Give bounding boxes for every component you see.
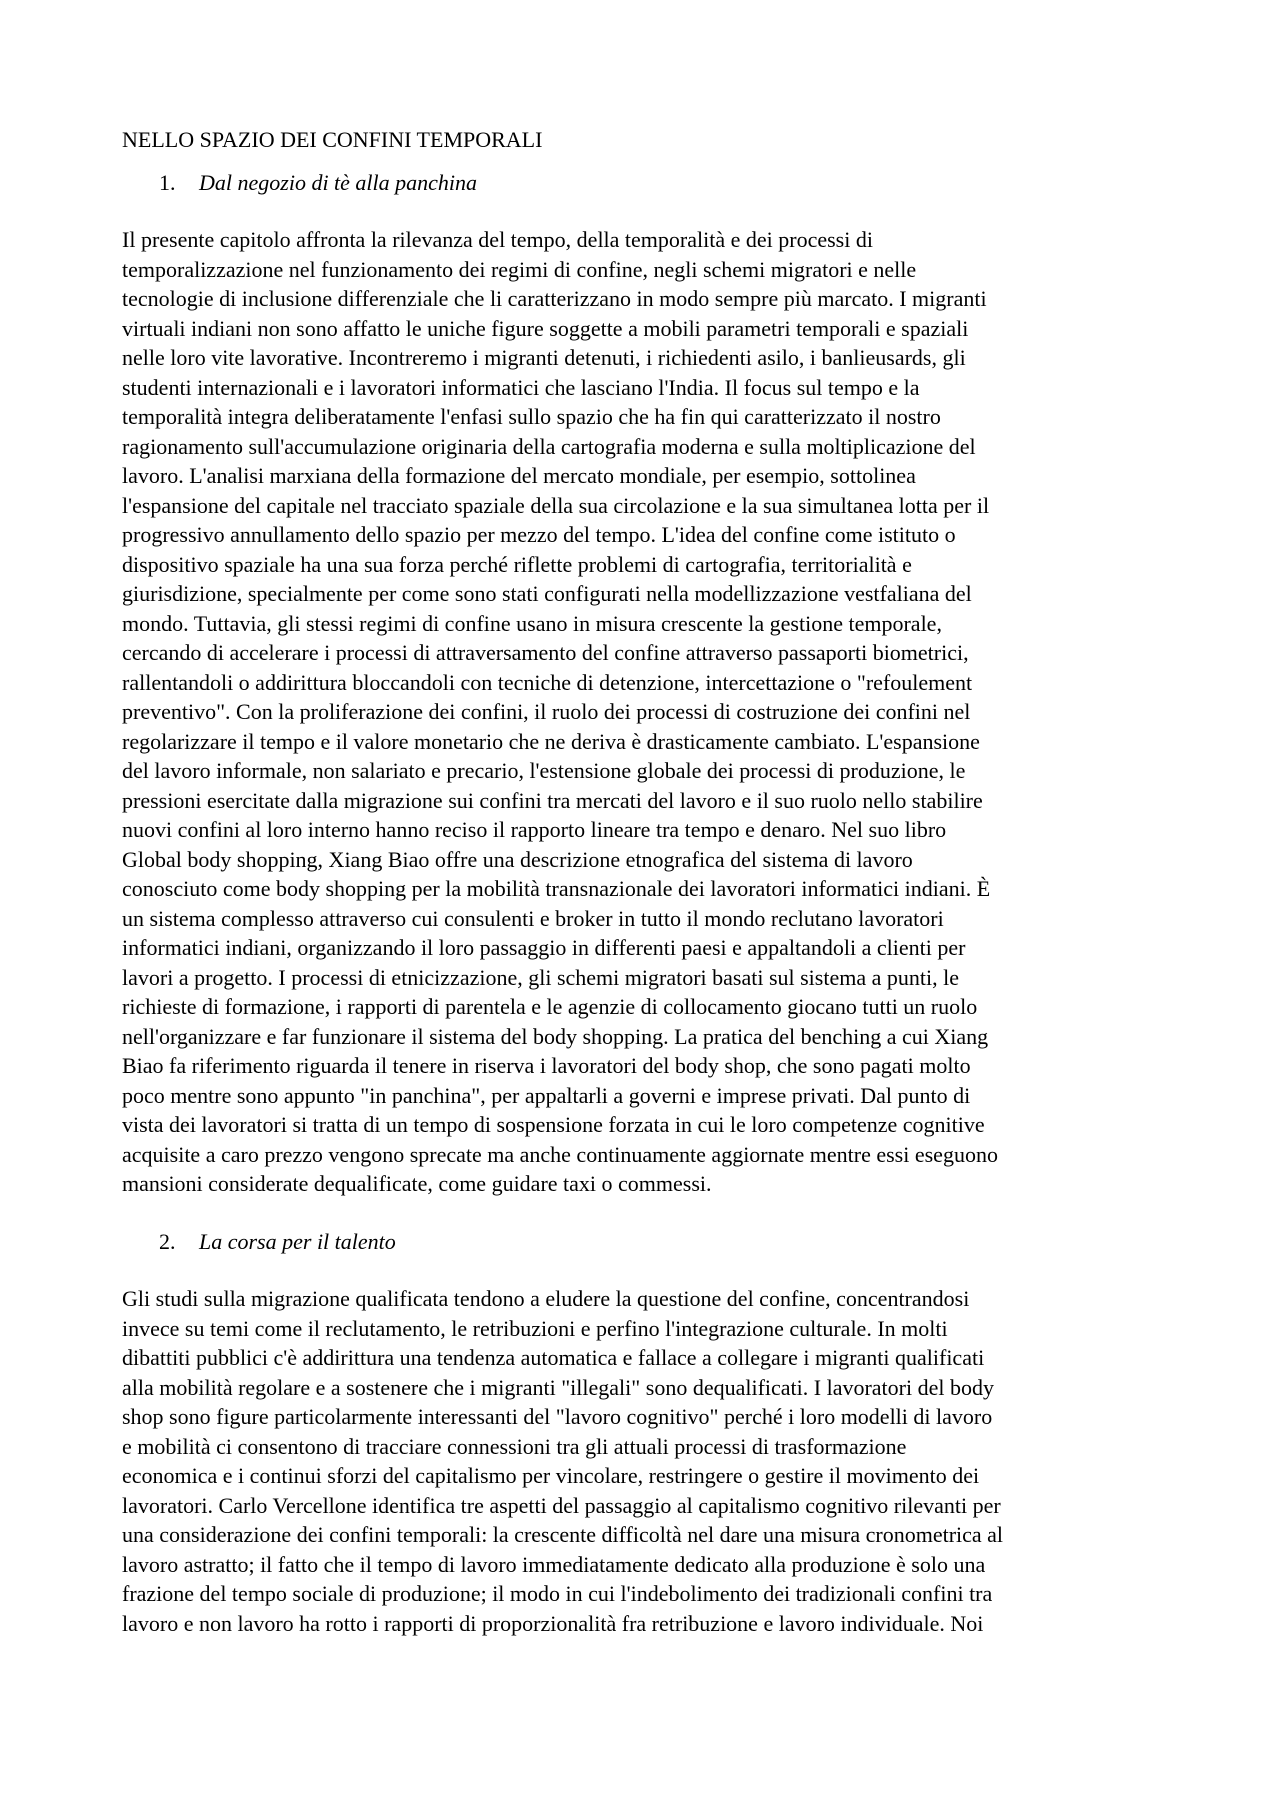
text-line: un sistema complesso attraverso cui consulenti e broker in tutto il mondo reclutano lavoratori bbox=[122, 905, 944, 931]
text-line: vista dei lavoratori si tratta di un tempo di sospensione forzata in cui le loro competenze cognitive bbox=[122, 1112, 985, 1137]
text-line: ragionamento sull'accumulazione originaria della cartografia moderna e sulla moltiplicazione del bbox=[122, 433, 976, 459]
text-line: mansioni considerate dequalificate, come guidare taxi o commessi. bbox=[122, 1171, 712, 1196]
section-heading-2 bbox=[122, 1227, 1164, 1257]
section-paragraph-1 bbox=[122, 225, 1164, 1199]
section-paragraph-2 bbox=[122, 1284, 1164, 1638]
text-line: rallentandoli o addirittura bloccandoli con tecniche di detenzione, intercettazione o "refoulement bbox=[122, 669, 973, 695]
section-number: 1. bbox=[159, 169, 176, 195]
text-line: regolarizzare il tempo e il valore monetario che ne deriva è drasticamente cambiato. L'espansione bbox=[122, 728, 980, 754]
text-line: dispositivo spaziale ha una sua forza perché riflette problemi di cartografia, territorialità e bbox=[122, 551, 912, 577]
text-line: studenti internazionali e i lavoratori informatici che lasciano l'India. Il focus sul tempo e la bbox=[122, 374, 920, 400]
text-line: temporalità integra deliberatamente l'enfasi sullo spazio che ha fin qui caratterizzato il nostro bbox=[122, 404, 941, 429]
section-number: 2. bbox=[159, 1228, 176, 1254]
text-line: nelle loro vite lavorative. Incontreremo i migranti detenuti, i richiedenti asilo, i banlieusards, gli bbox=[122, 345, 966, 370]
section-heading-1 bbox=[122, 168, 1164, 198]
text-line: cercando di accelerare i processi di attraversamento del confine attraverso passaporti biometrici, bbox=[122, 640, 969, 665]
text-line: una considerazione dei confini temporali: la crescente difficoltà nel dare una misura cronometrica al bbox=[122, 1522, 1004, 1547]
text-line: lavori a progetto. I processi di etnicizzazione, gli schemi migratori basati sul sistema a punti, le bbox=[122, 964, 959, 990]
text-line: Biao fa riferimento riguarda il tenere in riserva i lavoratori del body shop, che sono pagati molto bbox=[122, 1053, 971, 1078]
text-line: pressioni esercitate dalla migrazione sui confini tra mercati del lavoro e il suo ruolo nello stabilire bbox=[122, 787, 983, 813]
text-line: shop sono figure particolarmente interessanti del "lavoro cognitivo" perché i loro modelli di lavoro bbox=[122, 1404, 993, 1429]
text-line: poco mentre sono appunto "in panchina", per appaltarli a governi e imprese privati. Dal punto di bbox=[122, 1082, 971, 1108]
text-line: conosciuto come body shopping per la mobilità transnazionale dei lavoratori informatici indiani. È bbox=[122, 876, 991, 901]
text-line: Gli studi sulla migrazione qualificata tendono a eludere la questione del confine, concentrandosi bbox=[122, 1286, 970, 1311]
document-content bbox=[122, 125, 1164, 1666]
text-line: alla mobilità regolare e a sostenere che i migranti "illegali" sono dequalificati. I lavoratori del body bbox=[122, 1374, 994, 1400]
text-line: acquisite a caro prezzo vengono sprecate ma anche continuamente aggiornate mentre essi eseguono bbox=[122, 1141, 998, 1167]
text-line: lavoratori. Carlo Vercellone identifica tre aspetti del passaggio al capitalismo cognitivo rilevanti per bbox=[122, 1492, 1001, 1518]
text-line: temporalizzazione nel funzionamento dei regimi di confine, negli schemi migratori e nelle bbox=[122, 256, 917, 282]
text-line: richieste di formazione, i rapporti di parentela e le agenzie di collocamento giocano tutti un ruolo bbox=[122, 994, 978, 1019]
text-line: virtuali indiani non sono affatto le uniche figure soggette a mobili parametri temporali e spaziali bbox=[122, 315, 969, 341]
text-line: progressivo annullamento dello spazio per mezzo del tempo. L'idea del confine come istituto o bbox=[122, 522, 956, 547]
text-line: lavoro astratto; il fatto che il tempo di lavoro immediatamente dedicato alla produzione è solo una bbox=[122, 1551, 986, 1577]
text-line: del lavoro informale, non salariato e precario, l'estensione globale dei processi di produzione, le bbox=[122, 758, 966, 783]
text-line: informatici indiani, organizzando il loro passaggio in differenti paesi e appaltandoli a clienti per bbox=[122, 935, 966, 960]
text-line: tecnologie di inclusione differenziale che li caratterizzano in modo sempre più marcato. I migranti bbox=[122, 286, 987, 311]
text-line: mondo. Tuttavia, gli stessi regimi di confine usano in misura crescente la gestione temporale, bbox=[122, 610, 942, 636]
text-line: frazione del tempo sociale di produzione; il modo in cui l'indebolimento dei tradizionali confini tra bbox=[122, 1581, 993, 1606]
document-title: NELLO SPAZIO DEI CONFINI TEMPORALI bbox=[122, 127, 543, 152]
text-line: Global body shopping, Xiang Biao offre una descrizione etnografica del sistema di lavoro bbox=[122, 846, 913, 872]
text-line: lavoro. L'analisi marxiana della formazione del mercato mondiale, per esempio, sottolinea bbox=[122, 463, 916, 488]
section-title: La corsa per il talento bbox=[199, 1228, 396, 1254]
text-line: nuovi confini al loro interno hanno reciso il rapporto lineare tra tempo e denaro. Nel suo libro bbox=[122, 817, 947, 842]
text-line: e mobilità ci consentono di tracciare connessioni tra gli attuali processi di trasformazione bbox=[122, 1433, 907, 1459]
text-line: nell'organizzare e far funzionare il sistema del body shopping. La pratica del benching a cui Xiang bbox=[122, 1023, 989, 1049]
text-line: l'espansione del capitale nel tracciato spaziale della sua circolazione e la sua simultanea lotta per il bbox=[122, 492, 990, 518]
text-line: Il presente capitolo affronta la rilevanza del tempo, della temporalità e dei processi di bbox=[122, 227, 873, 252]
section-title: Dal negozio di tè alla panchina bbox=[199, 169, 478, 195]
text-line: preventivo". Con la proliferazione dei confini, il ruolo dei processi di costruzione dei confini nel bbox=[122, 699, 971, 724]
text-line: invece su temi come il reclutamento, le retribuzioni e perfino l'integrazione culturale. In molti bbox=[122, 1315, 948, 1341]
text-line: giurisdizione, specialmente per come sono stati configurati nella modellizzazione vestfaliana del bbox=[122, 581, 972, 606]
text-line: dibattiti pubblici c'è addirittura una tendenza automatica e fallace a collegare i migranti qualificati bbox=[122, 1345, 985, 1370]
text-line: lavoro e non lavoro ha rotto i rapporti di proporzionalità fra retribuzione e lavoro individuale. Noi bbox=[122, 1610, 984, 1636]
text-line: economica e i continui sforzi del capitalismo per vincolare, restringere o gestire il movimento dei bbox=[122, 1463, 980, 1488]
